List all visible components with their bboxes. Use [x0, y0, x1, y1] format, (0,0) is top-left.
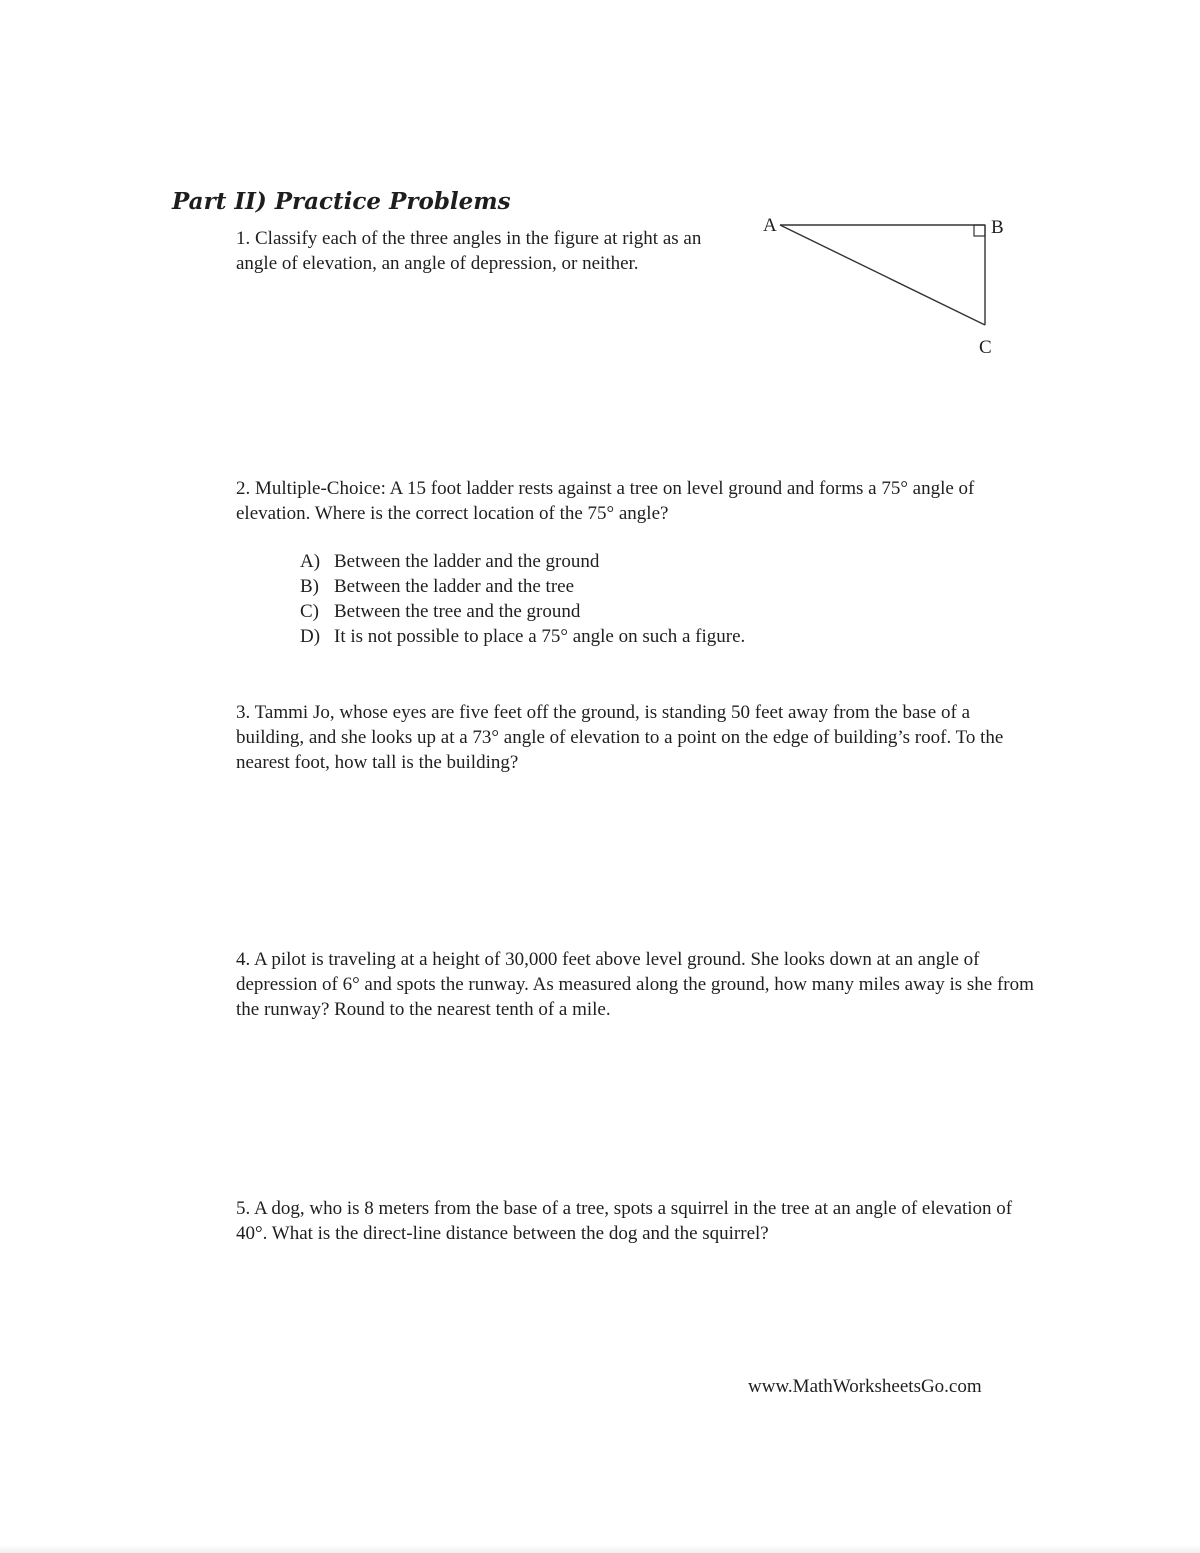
choice-d	[300, 624, 745, 649]
scan-edge-shadow	[0, 1545, 1200, 1553]
choice-text: It is not possible to place a 75° angle on such a figure.	[334, 626, 746, 647]
choice-a	[300, 549, 745, 574]
choice-text: Between the ladder and the ground	[334, 551, 600, 572]
vertex-c-label: C	[979, 337, 992, 358]
problem-1: 1. Classify each of the three angles in the figure at right as an angle of elevation, an angle of depression, or neither.	[236, 228, 702, 274]
problem-5: 5. A dog, who is 8 meters from the base of a tree, spots a squirrel in the tree at an angle of elevation of 40°. What is the direct-line distance between the dog and the squirrel?	[236, 1198, 1013, 1244]
problem-2: 2. Multiple-Choice: A 15 foot ladder rests against a tree on level ground and forms a 75° angle of elevation. Where is the correct location of the 75° angle?	[236, 478, 975, 524]
choice-c	[300, 599, 745, 624]
footer-url: www.MathWorksheetsGo.com	[748, 1376, 982, 1397]
problem-4: 4. A pilot is traveling at a height of 30,000 feet above level ground. She looks down at an angle of depression of 6° and spots the runway. As measured along the ground, how many miles away is she from the runway? Round to the nearest tenth of a mile.	[236, 949, 1034, 1020]
choice-letter: A)	[300, 551, 321, 572]
choice-b	[300, 574, 745, 599]
choice-text: Between the tree and the ground	[334, 601, 581, 622]
right-angle-marker	[974, 225, 985, 236]
vertex-b-label: B	[991, 217, 1004, 238]
section-heading: Part II) Practice Problems	[172, 188, 511, 215]
triangle-figure	[755, 205, 1015, 365]
multiple-choice-options	[300, 549, 745, 649]
vertex-a-label: A	[763, 215, 777, 236]
choice-letter: C)	[300, 601, 319, 622]
choice-letter: B)	[300, 576, 319, 597]
side-ac	[780, 225, 985, 325]
problem-3: 3. Tammi Jo, whose eyes are five feet off the ground, is standing 50 feet away from the base of a building, and she looks up at a 73° angle of elevation to a point on the edge of building’s roof. To the nearest foot, how tall is the building?	[236, 702, 1004, 773]
choice-text: Between the ladder and the tree	[334, 576, 575, 597]
choice-letter: D)	[300, 626, 321, 647]
triangle-diagram	[755, 205, 1015, 365]
